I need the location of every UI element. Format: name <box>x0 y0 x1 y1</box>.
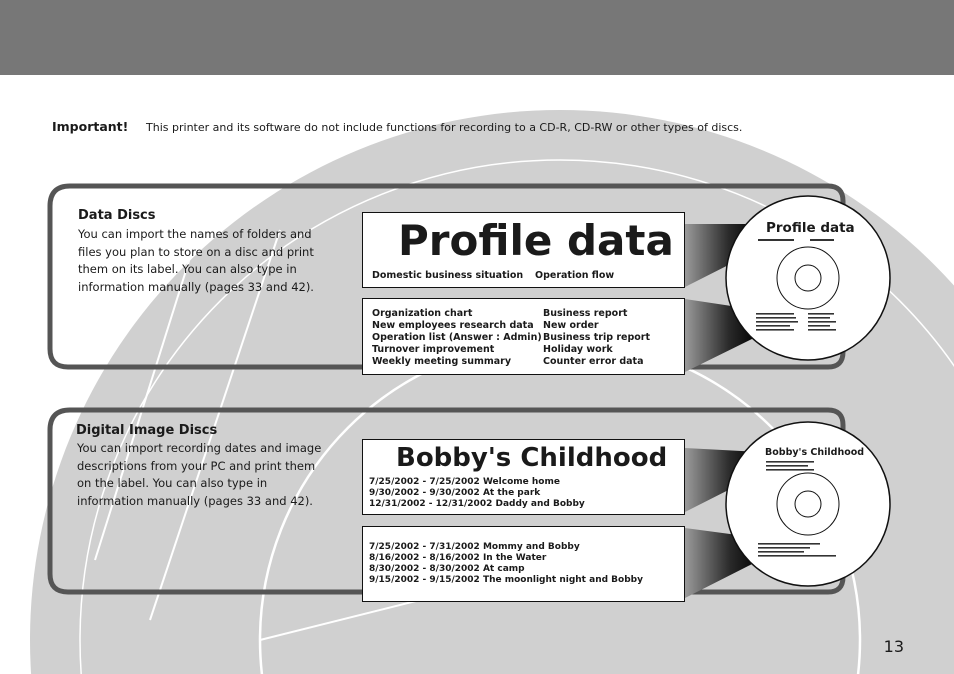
data-discs-body: You can import the names of folders and files you plan to store on a disc and print them on its label. You can also type in information manually (pages 33 and 42). <box>78 227 314 294</box>
list-item: Operation list (Answer : Admin) <box>372 332 542 343</box>
list-item: 9/15/2002 - 9/15/2002 The moonlight night and Bobby <box>369 575 643 585</box>
disc-title-profile: Profile data <box>766 220 855 236</box>
bobby-title: Bobby's Childhood <box>396 443 668 473</box>
important-label: Important! <box>52 119 129 134</box>
profile-sub-right: Operation flow <box>535 270 615 281</box>
data-discs-title: Data Discs <box>78 208 156 223</box>
list-item: 8/30/2002 - 8/30/2002 At camp <box>369 564 525 574</box>
image-discs-title: Digital Image Discs <box>76 423 218 438</box>
disc-title-bobby: Bobby's Childhood <box>765 447 865 458</box>
list-item: Business report <box>543 308 628 319</box>
list-item: 7/25/2002 - 7/25/2002 Welcome home <box>369 477 560 487</box>
important-note <box>52 119 742 134</box>
list-item: Weekly meeting summary <box>372 356 512 367</box>
important-text: This printer and its software do not include functions for recording to a CD-R, CD-RW or other types of discs. <box>146 121 743 134</box>
profile-label-top <box>362 212 685 288</box>
header-bar <box>0 0 954 75</box>
list-item: 9/30/2002 - 9/30/2002 At the park <box>369 488 541 498</box>
image-discs-body: You can import recording dates and image descriptions from your PC and print them on the label. You can also type in information manually (pages 33 and 42). <box>77 441 322 508</box>
list-item: New order <box>543 320 599 331</box>
list-item: Holiday work <box>543 344 613 355</box>
list-item: Counter error data <box>543 356 644 367</box>
list-item: Business trip report <box>543 332 651 343</box>
list-item: 7/25/2002 - 7/31/2002 Mommy and Bobby <box>369 542 580 552</box>
bobby-label-top <box>362 439 685 515</box>
list-item: Organization chart <box>372 308 473 319</box>
page-number: 13 <box>883 637 904 656</box>
bobby-label-bottom <box>362 526 685 602</box>
list-item: Turnover improvement <box>372 344 495 355</box>
list-item: 12/31/2002 - 12/31/2002 Daddy and Bobby <box>369 499 585 509</box>
profile-title: Profile data <box>398 216 674 265</box>
list-item: New employees research data <box>372 320 534 331</box>
list-item: 8/16/2002 - 8/16/2002 In the Water <box>369 553 547 563</box>
profile-sub-left: Domestic business situation <box>372 270 524 281</box>
profile-label-bottom <box>362 298 685 375</box>
